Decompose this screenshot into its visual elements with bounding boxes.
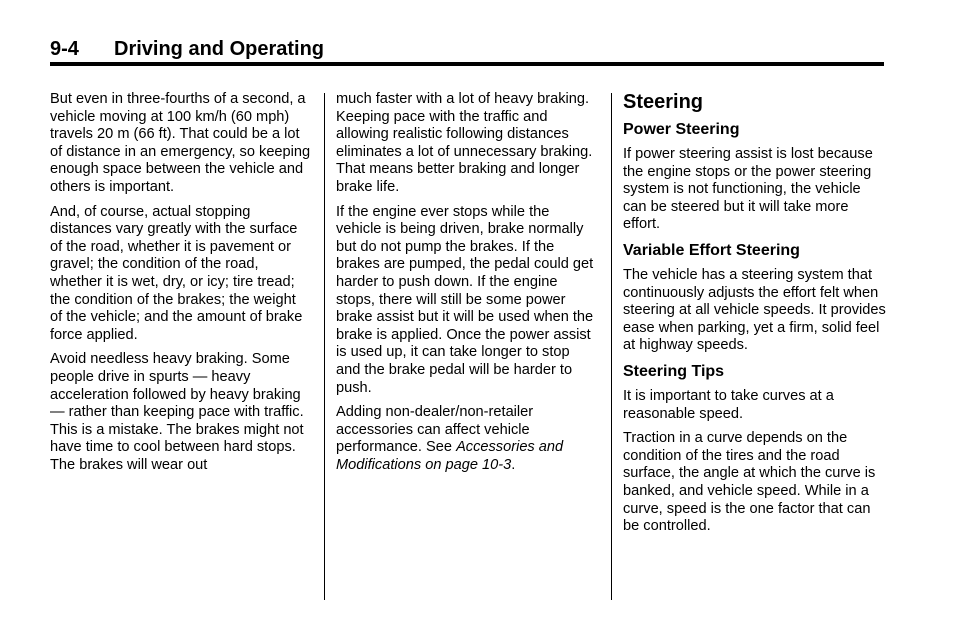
paragraph: much faster with a lot of heavy braking. Keeping pace with the traffic and allowing realistic following distances eliminates a lot of unnecessary braking. That means better braking and longer brake life. xyxy=(336,91,593,195)
paragraph-end: . xyxy=(511,456,516,473)
paragraph: If the engine ever stops while the vehicle is being driven, brake normally but do not pump the brakes. If the brakes are pumped, the pedal could get harder to push down. If the engine stops, there will still be some power brake assist but it will be used when the brake is applied. Once the power assist is used up, it can take longer to stop and the brake pedal will be harder to push. xyxy=(336,203,594,396)
power-steering-heading: Power Steering xyxy=(623,121,740,138)
variable-effort-heading: Variable Effort Steering xyxy=(623,241,800,259)
column-1 xyxy=(50,91,312,481)
column-3 xyxy=(623,91,887,543)
column-2 xyxy=(336,91,598,481)
paragraph: If power steering assist is lost because the engine stops or the power steering system is not functioning, the vehicle can be steered but it will take more effort. xyxy=(623,146,873,233)
section-title: Driving and Operating xyxy=(114,38,325,60)
cross-reference-link[interactable]: Accessories and Modifications on page 10-3 xyxy=(336,439,564,473)
paragraph: But even in three-fourths of a second, a vehicle moving at 100 km/h (60 mph) travels 20 m (66 ft). That could be a lot of distance in an emergency, so keeping enough space between the vehicle and others is important. xyxy=(50,91,311,195)
steering-heading: Steering xyxy=(623,91,704,113)
paragraph: Avoid needless heavy braking. Some people drive in spurts — heavy acceleration followed by heavy braking — rather than keeping pace with traffic. This is a mistake. The brakes might not have time to cool between hard stops. The brakes will wear out xyxy=(50,351,304,473)
column-divider xyxy=(324,93,325,600)
paragraph: It is important to take curves at a reasonable speed. xyxy=(623,387,834,422)
page-number: 9-4 xyxy=(50,38,79,60)
steering-tips-heading: Steering Tips xyxy=(623,362,725,380)
column-divider xyxy=(611,93,612,600)
paragraph: Traction in a curve depends on the condition of the tires and the road surface, the angle at which the curve is banked, and vehicle speed. While in a curve, speed is the one factor that can be controlled. xyxy=(623,430,876,535)
paragraph-with-xref xyxy=(336,404,598,474)
header-rule xyxy=(50,62,884,66)
page-header xyxy=(50,37,884,65)
paragraph: And, of course, actual stopping distances vary greatly with the surface of the road, whether it is pavement or gravel; the condition of the road, whether it is wet, dry, or icy; tire tread; the condition of the brakes; the weight of the vehicle; and the amount of brake force applied. xyxy=(50,203,303,343)
paragraph: The vehicle has a steering system that continuously adjusts the effort felt when steering at all vehicle speeds. It provides ease when parking, yet a firm, solid feel at highway speeds. xyxy=(623,266,886,354)
paragraph-text: Adding non-dealer/non-retailer accessories can affect vehicle performance. See xyxy=(336,404,534,456)
